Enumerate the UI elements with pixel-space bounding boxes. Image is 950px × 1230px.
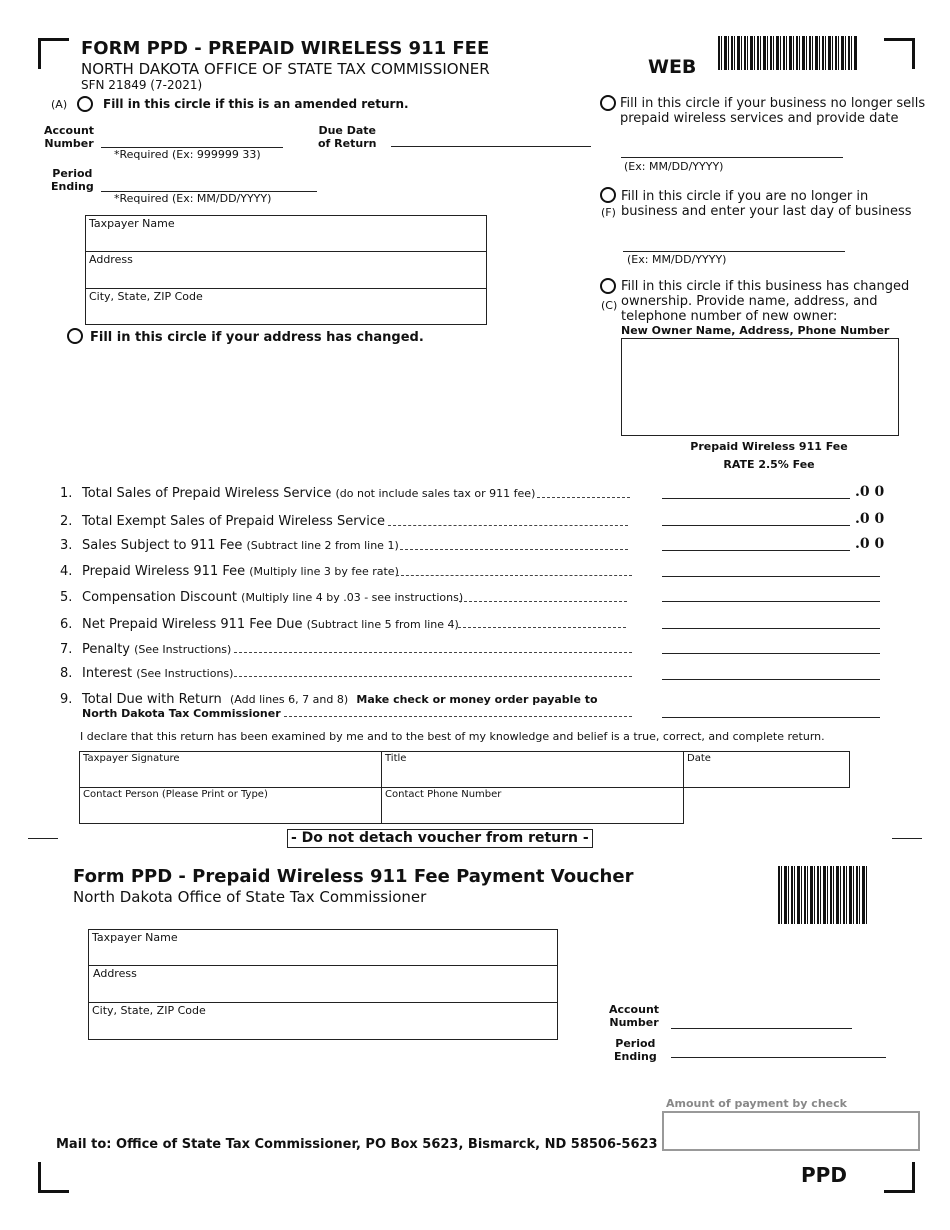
no-longer-sells-circle[interactable] — [600, 95, 616, 111]
line-note: (do not include sales tax or 911 fee) — [335, 487, 536, 500]
contact-phone-field[interactable] — [381, 787, 684, 824]
line-note: (See Instructions) — [136, 667, 234, 680]
no-longer-sells-date-hint: (Ex: MM/DD/YYYY) — [624, 160, 724, 173]
line-label: Total Sales of Prepaid Wireless Service — [82, 486, 332, 501]
line-number: 2. — [60, 514, 73, 529]
final-return-label — [621, 189, 912, 219]
address-changed-circle[interactable] — [67, 328, 83, 344]
line-item — [60, 538, 399, 553]
line-5-amount-field[interactable] — [662, 601, 880, 602]
final-return-date-field[interactable] — [623, 251, 845, 252]
ownership-change-label — [621, 279, 909, 324]
line-8-amount-field[interactable] — [662, 679, 880, 680]
detach-notice: - Do not detach voucher from return - — [287, 829, 593, 848]
line-note: (Add lines 6, 7 and 8) — [230, 693, 349, 706]
line-6-amount-field[interactable] — [662, 628, 880, 629]
line-label: Compensation Discount — [82, 590, 238, 605]
no-longer-sells-line-2: prepaid wireless services and provide date — [620, 111, 899, 126]
signature-label: Taxpayer Signature — [83, 753, 180, 764]
form-code: PPD — [801, 1163, 847, 1187]
taxpayer-city-label: City, State, ZIP Code — [89, 290, 203, 303]
sfn-number: SFN 21849 (7-2021) — [81, 78, 203, 92]
date-label: Date — [687, 753, 711, 764]
voucher-period-label — [614, 1037, 657, 1063]
leader-dots — [234, 676, 632, 677]
no-longer-sells-date-field[interactable] — [621, 157, 843, 158]
line-7-amount-field[interactable] — [662, 653, 880, 654]
barcode-top — [718, 36, 858, 70]
due-label-line-2: of Return — [318, 137, 377, 150]
line-note: (See Instructions) — [134, 643, 232, 656]
rate-title: Prepaid Wireless 911 Fee — [690, 440, 848, 453]
period-ending-label — [51, 167, 94, 193]
line-item — [60, 617, 459, 632]
period-label-line-2: Ending — [51, 180, 94, 193]
payable-note: Make check or money order payable to — [356, 693, 598, 706]
new-owner-label: New Owner Name, Address, Phone Number — [621, 324, 890, 337]
final-return-circle[interactable] — [600, 187, 616, 203]
ownership-change-code: (C) — [601, 299, 618, 312]
title-label: Title — [385, 753, 407, 764]
line-number: 7. — [60, 642, 73, 657]
taxpayer-address-label: Address — [89, 253, 133, 266]
line-label: Net Prepaid Wireless 911 Fee Due — [82, 617, 303, 632]
line-note: (Multiply line 4 by .03 - see instructions) — [241, 591, 464, 604]
line-label: Prepaid Wireless 911 Fee — [82, 564, 246, 579]
declaration-text: I declare that this return has been examined by me and to the best of my knowledge and belief is a true, correct, and complete return. — [80, 730, 825, 743]
date-field[interactable] — [683, 751, 850, 788]
leader-dots — [396, 575, 632, 576]
leader-dots — [458, 627, 626, 628]
leader-dots — [400, 549, 628, 550]
voucher-name-field[interactable] — [88, 929, 558, 966]
line-label: Total Exempt Sales of Prepaid Wireless Service — [82, 514, 385, 529]
contact-person-field[interactable] — [79, 787, 382, 824]
voucher-name-label: Taxpayer Name — [92, 931, 178, 944]
office-name: NORTH DAKOTA OFFICE OF STATE TAX COMMISSIONER — [81, 60, 490, 78]
ownership-change-line-1: Fill in this circle if this business has changed — [621, 279, 910, 294]
rate-value: RATE 2.5% Fee — [723, 458, 815, 471]
voucher-title: Form PPD - Prepaid Wireless 911 Fee Payment Voucher — [73, 866, 634, 887]
account-number-label — [44, 124, 94, 150]
amended-circle[interactable] — [77, 96, 93, 112]
line-item — [60, 590, 463, 605]
line-item — [60, 642, 231, 657]
voucher-account-line-2: Number — [609, 1016, 659, 1029]
line-number: 5. — [60, 590, 73, 605]
final-return-date-hint: (Ex: MM/DD/YYYY) — [627, 253, 727, 266]
ownership-change-line-3: telephone number of new owner: — [621, 309, 838, 324]
corner-mark-top-left — [38, 38, 69, 69]
cut-line-right — [892, 838, 922, 839]
line-2-amount-field[interactable] — [662, 525, 850, 526]
taxpayer-address-field[interactable] — [85, 251, 487, 289]
line-label: Total Due with Return — [82, 692, 222, 707]
contact-phone-label: Contact Phone Number — [385, 789, 502, 800]
account-number-hint: *Required (Ex: 999999 33) — [114, 148, 261, 161]
line-4-amount-field[interactable] — [662, 576, 880, 577]
address-changed-label: Fill in this circle if your address has changed. — [90, 330, 424, 345]
leader-dots — [459, 601, 627, 602]
period-label-line-1: Period — [52, 167, 93, 180]
final-return-line-1: Fill in this circle if you are no longer in — [621, 189, 869, 204]
voucher-address-field[interactable] — [88, 965, 558, 1003]
contact-person-label: Contact Person (Please Print or Type) — [83, 789, 268, 800]
voucher-period-line-2: Ending — [614, 1050, 657, 1063]
leader-dots — [388, 525, 628, 526]
payable-to: North Dakota Tax Commissioner — [82, 707, 281, 720]
final-return-code: (F) — [601, 206, 616, 219]
payment-amount-label: Amount of payment by check — [666, 1097, 847, 1110]
new-owner-field[interactable] — [621, 338, 899, 436]
taxpayer-name-label: Taxpayer Name — [89, 217, 175, 230]
line-9-amount-field[interactable] — [662, 717, 880, 718]
due-date-label — [318, 124, 376, 150]
line-label: Interest — [82, 666, 133, 681]
leader-dots — [537, 497, 630, 498]
amended-label: Fill in this circle if this is an amended return. — [103, 97, 409, 111]
voucher-period-line-1: Period — [615, 1037, 656, 1050]
voucher-address-label: Address — [93, 967, 137, 980]
leader-dots — [234, 652, 632, 653]
voucher-account-label — [609, 1003, 659, 1029]
line-number: 9. — [60, 692, 73, 707]
voucher-city-field[interactable] — [88, 1002, 558, 1040]
line-number: 4. — [60, 564, 73, 579]
cut-line-left — [28, 838, 58, 839]
line-3-amount-field[interactable] — [662, 550, 850, 551]
ownership-change-line-2: ownership. Provide name, address, and — [621, 294, 878, 309]
line-item — [60, 486, 535, 501]
line-note: (Subtract line 2 from line 1) — [246, 539, 399, 552]
no-longer-sells-label — [620, 96, 925, 126]
voucher-account-field[interactable] — [671, 1028, 852, 1029]
voucher-office: North Dakota Office of State Tax Commissioner — [73, 888, 427, 906]
period-ending-hint: *Required (Ex: MM/DD/YYYY) — [114, 192, 272, 205]
corner-mark-bottom-right — [884, 1162, 915, 1193]
voucher-city-label: City, State, ZIP Code — [92, 1004, 206, 1017]
line-item — [60, 564, 399, 579]
line-item — [60, 666, 233, 681]
due-label-line-1: Due Date — [318, 124, 376, 137]
line-number: 1. — [60, 486, 73, 501]
leader-dots — [284, 716, 632, 717]
ownership-change-circle[interactable] — [600, 278, 616, 294]
no-longer-sells-line-1: Fill in this circle if your business no longer sells — [620, 96, 926, 111]
voucher-period-field[interactable] — [671, 1057, 886, 1058]
line-1-amount-field[interactable] — [662, 498, 850, 499]
form-title: FORM PPD - PREPAID WIRELESS 911 FEE — [81, 38, 490, 59]
line-9 — [60, 692, 598, 707]
account-label-line-2: Number — [44, 137, 94, 150]
line-2-cents: .0 0 — [855, 511, 885, 527]
line-number: 6. — [60, 617, 73, 632]
line-label: Sales Subject to 911 Fee — [82, 538, 243, 553]
corner-mark-top-right — [884, 38, 915, 69]
barcode-voucher — [778, 866, 868, 924]
line-note: (Multiply line 3 by fee rate) — [249, 565, 399, 578]
payment-amount-field[interactable] — [662, 1111, 920, 1151]
line-note: (Subtract line 5 from line 4) — [306, 618, 459, 631]
taxpayer-name-field[interactable] — [85, 215, 487, 252]
taxpayer-signature-field[interactable] — [79, 751, 382, 788]
corner-mark-bottom-left — [38, 1162, 69, 1193]
title-field[interactable] — [381, 751, 684, 788]
web-label: WEB — [648, 56, 697, 78]
voucher-account-line-1: Account — [609, 1003, 660, 1016]
amended-code: (A) — [51, 98, 68, 111]
mail-to: Mail to: Office of State Tax Commissioner, PO Box 5623, Bismarck, ND 58506-5623 — [56, 1137, 658, 1152]
line-label: Penalty — [82, 642, 130, 657]
final-return-line-2: business and enter your last day of business — [621, 204, 912, 219]
line-3-cents: .0 0 — [855, 536, 885, 552]
line-number: 8. — [60, 666, 73, 681]
due-date-field[interactable] — [391, 146, 591, 147]
taxpayer-city-field[interactable] — [85, 288, 487, 325]
line-1-cents: .0 0 — [855, 484, 885, 500]
line-item — [60, 514, 385, 529]
line-number: 3. — [60, 538, 73, 553]
account-label-line-1: Account — [44, 124, 95, 137]
